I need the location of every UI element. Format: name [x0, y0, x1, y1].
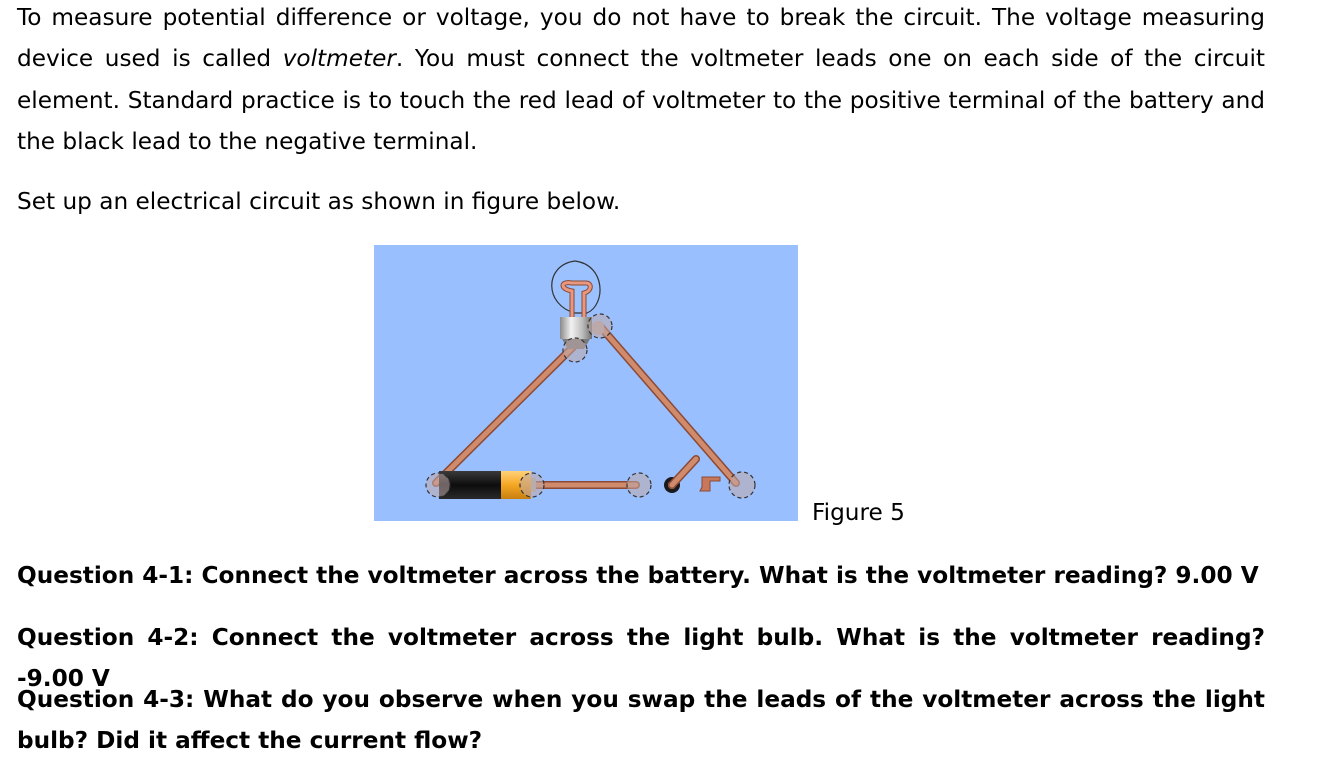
intro-text-part1: To measure potential difference or voltage, you do not have to break the circuit. The voltage measuring device used is called	[17, 4, 1265, 73]
circuit-diagram	[374, 245, 798, 521]
switch	[664, 459, 720, 493]
intro-paragraph	[17, 0, 1265, 162]
figure-caption: Figure 5	[812, 499, 905, 526]
question-4-3: Question 4-3: What do you observe when you swap the leads of the voltmeter across the light bulb? Did it affect the current flow?	[17, 686, 1265, 755]
question-4-2: Question 4-2: Connect the voltmeter across the light bulb. What is the voltmeter reading? -9.00 V	[17, 624, 1265, 693]
question-4-1: Question 4-1: Connect the voltmeter across the battery. What is the voltmeter reading? 9.00 V	[17, 562, 1259, 589]
junction-rings	[426, 314, 755, 498]
setup-instruction: Set up an electrical circuit as shown in figure below.	[17, 188, 621, 215]
intro-text-part2: . You must connect the voltmeter leads one on each side of the circuit element. Standard practice is to touch the red lead of voltmeter to the positive terminal of the battery and the black lead to the negative terminal.	[17, 45, 1265, 155]
voltmeter-term: voltmeter	[282, 45, 396, 73]
circuit-figure	[374, 245, 798, 521]
